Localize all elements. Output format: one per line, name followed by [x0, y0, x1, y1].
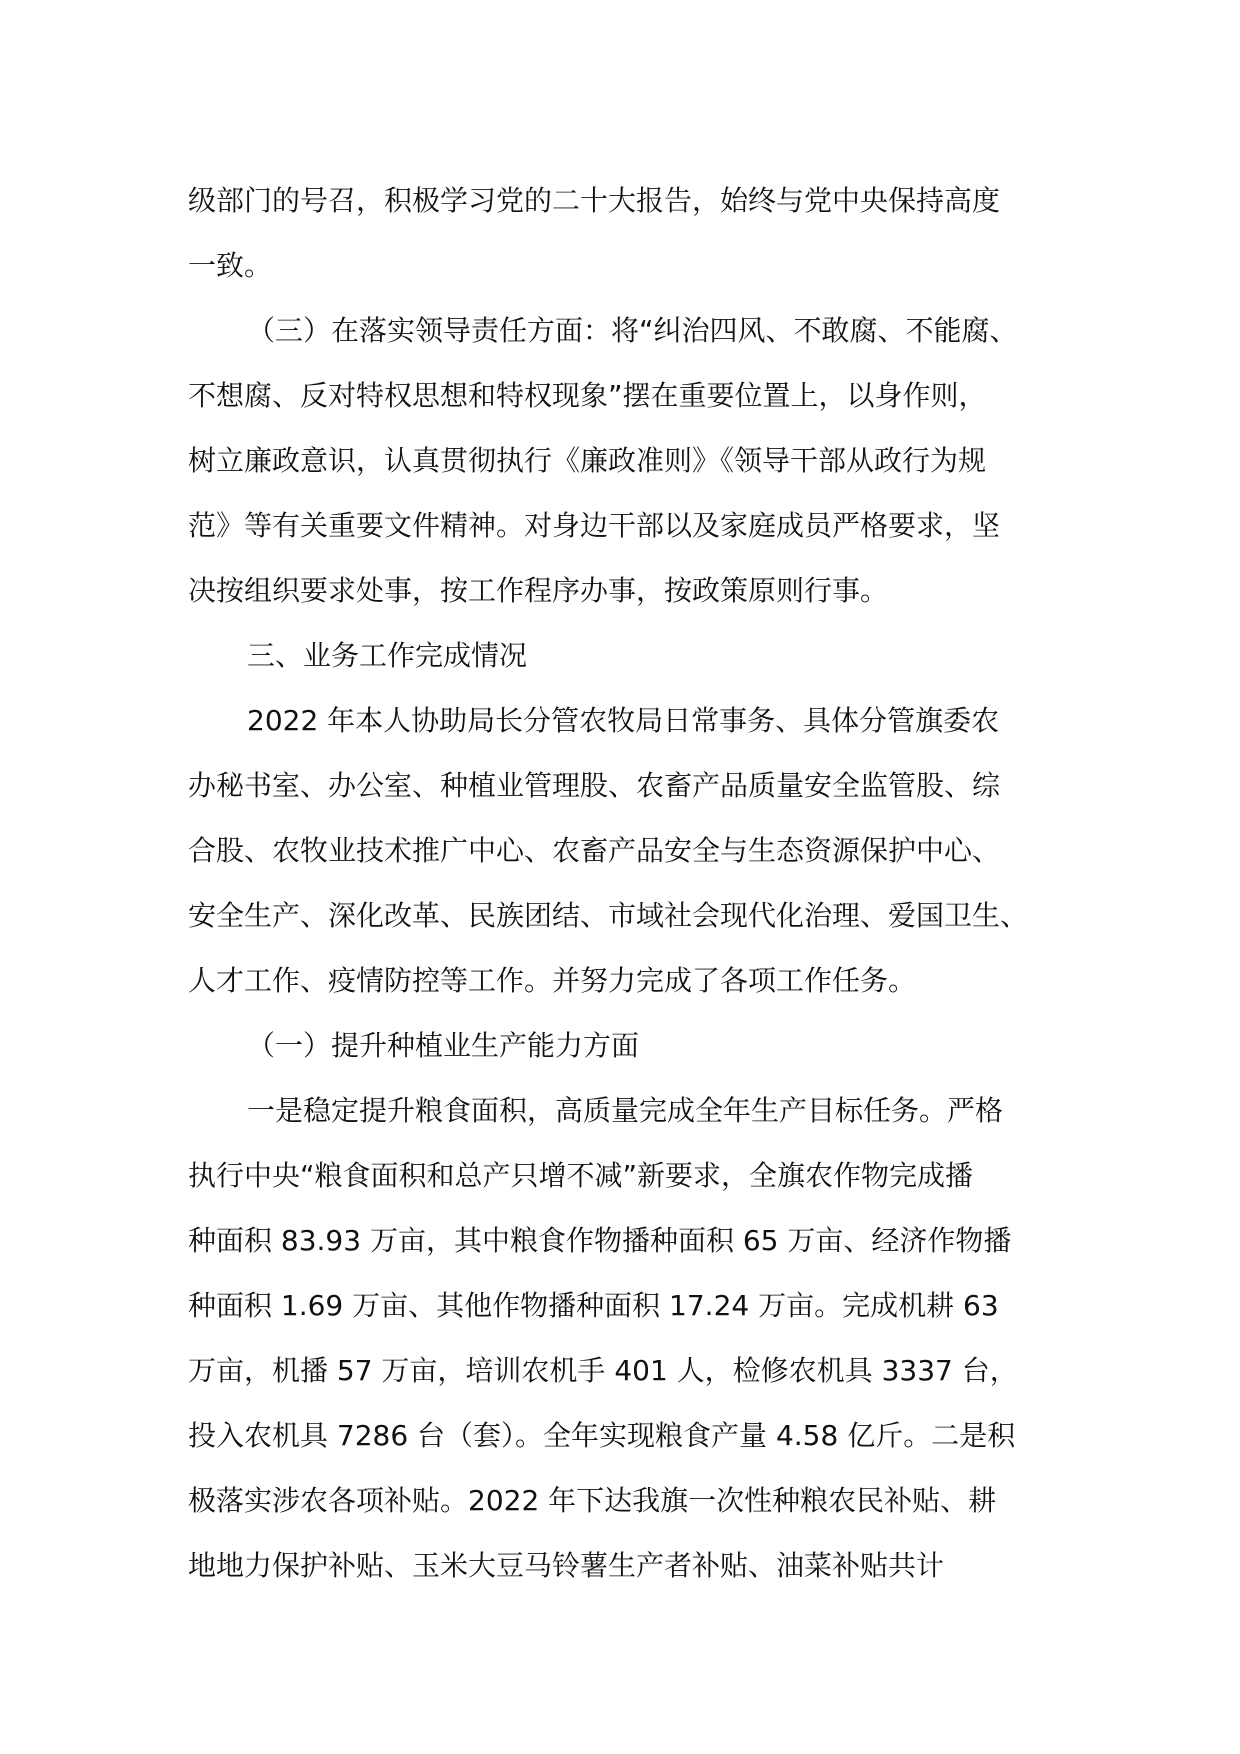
text-line: 三、业务工作完成情况	[247, 639, 528, 672]
text-line: 种面积 83.93 万亩，其中粮食作物播种面积 65 万亩、经济作物播	[188, 1224, 1012, 1257]
text-line: 投入农机具 7286 台（套）。全年实现粮食产量 4.58 亿斤。二是积	[188, 1419, 1016, 1452]
text-line: 办秘书室、办公室、种植业管理股、农畜产品质量安全监管股、综	[188, 769, 1001, 802]
text-line: 执行中央“粮食面积和总产只增不减”新要求，全旗农作物完成播	[188, 1159, 974, 1192]
text-line: 树立廉政意识，认真贯彻执行《廉政准则》《领导干部从政行为规	[188, 444, 987, 477]
document-body	[188, 168, 1064, 1598]
text-line: 地地力保护补贴、玉米大豆马铃薯生产者补贴、油菜补贴共计	[188, 1549, 945, 1582]
text-line: 人才工作、疫情防控等工作。并努力完成了各项工作任务。	[188, 964, 917, 997]
text-line: （一）提升种植业生产能力方面	[247, 1029, 640, 1062]
text-line: （三）在落实领导责任方面：将“纠治四风、不敢腐、不能腐、	[247, 314, 1018, 347]
text-line: 一是稳定提升粮食面积，高质量完成全年生产目标任务。严格	[247, 1094, 1004, 1127]
text-line: 种面积 1.69 万亩、其他作物播种面积 17.24 万亩。完成机耕 63	[188, 1289, 999, 1322]
text-line: 一致。	[188, 249, 273, 282]
text-line: 范》等有关重要文件精神。对身边干部以及家庭成员严格要求，坚	[188, 509, 1001, 542]
text-line: 极落实涉农各项补贴。2022 年下达我旗一次性种粮农民补贴、耕	[188, 1484, 997, 1517]
text-line: 安全生产、深化改革、民族团结、市域社会现代化治理、爱国卫生、	[188, 899, 1029, 932]
text-line: 2022 年本人协助局长分管农牧局日常事务、具体分管旗委农	[247, 704, 1000, 737]
text-line: 合股、农牧业技术推广中心、农畜产品安全与生态资源保护中心、	[188, 834, 1001, 867]
text-line: 万亩，机播 57 万亩，培训农机手 401 人，检修农机具 3337 台，	[188, 1354, 1018, 1387]
text-line: 不想腐、反对特权思想和特权现象”摆在重要位置上，以身作则，	[188, 379, 987, 412]
text-line: 决按组织要求处事，按工作程序办事，按政策原则行事。	[188, 574, 889, 607]
text-line: 级部门的号召，积极学习党的二十大报告，始终与党中央保持高度	[188, 184, 1001, 217]
